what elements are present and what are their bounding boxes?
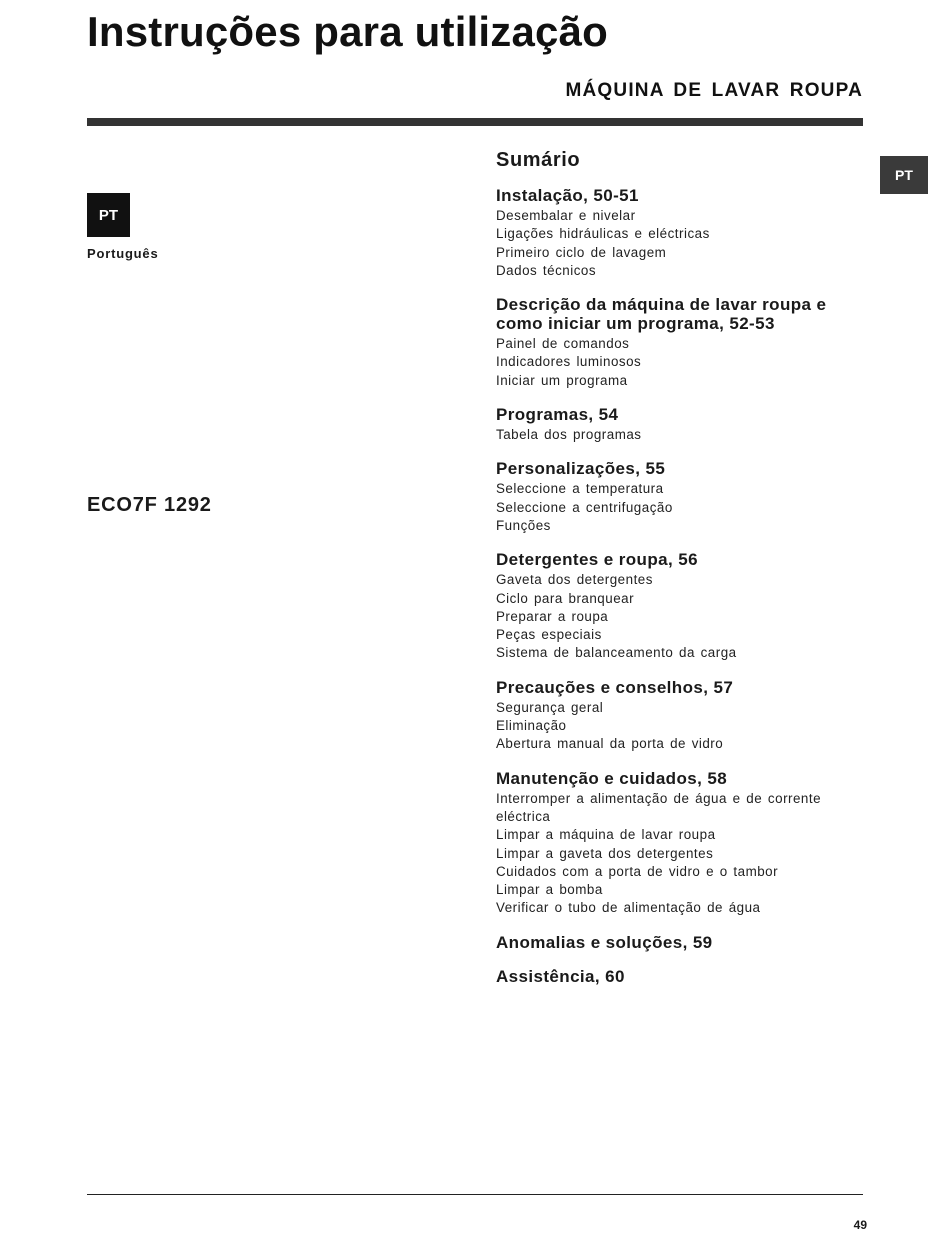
toc-item: Dados técnicos bbox=[496, 262, 597, 278]
toc-item: Verificar o tubo de alimentação de água bbox=[496, 900, 761, 916]
toc-item: Gaveta dos detergentes bbox=[496, 572, 653, 588]
toc-section-title: Programas, 54 bbox=[496, 405, 619, 425]
toc-section-title: Manutenção e cuidados, 58 bbox=[496, 768, 728, 788]
toc-sections bbox=[496, 186, 876, 986]
toc-item: Ligações hidráulicas e eléctricas bbox=[496, 226, 710, 242]
bottom-divider bbox=[87, 1194, 863, 1195]
toc-section bbox=[496, 769, 876, 918]
top-divider bbox=[87, 118, 863, 126]
language-code-badge: PT bbox=[87, 193, 130, 237]
toc-item: Iniciar um programa bbox=[496, 372, 628, 388]
toc-item: Painel de comandos bbox=[496, 336, 630, 352]
toc-section bbox=[496, 186, 876, 280]
toc-item: Desembalar e nivelar bbox=[496, 208, 636, 223]
language-name: Português bbox=[87, 246, 159, 261]
side-language-tab: PT bbox=[880, 156, 928, 194]
toc-section-title: Assistência, 60 bbox=[496, 966, 625, 986]
toc-item: Peças especiais bbox=[496, 627, 602, 643]
toc-item: Cuidados com a porta de vidro e o tambor bbox=[496, 863, 779, 879]
toc-section bbox=[496, 295, 876, 390]
toc-title: Sumário bbox=[496, 149, 581, 171]
toc-section-title: Precauções e conselhos, 57 bbox=[496, 677, 734, 697]
toc-item: Abertura manual da porta de vidro bbox=[496, 736, 724, 752]
toc-item: Preparar a roupa bbox=[496, 608, 609, 624]
toc-section bbox=[496, 678, 876, 754]
toc-item: Sistema de balanceamento da carga bbox=[496, 645, 737, 661]
toc-item: Limpar a gaveta dos detergentes bbox=[496, 845, 714, 861]
page-number: 49 bbox=[853, 1218, 867, 1232]
model-number: ECO7F 1292 bbox=[87, 494, 212, 516]
toc-item: Funções bbox=[496, 517, 551, 533]
document-subtitle: MÁQUINA DE LAVAR ROUPA bbox=[565, 80, 863, 101]
page-title: Instruções para utilização bbox=[87, 8, 609, 55]
toc-item: Eliminação bbox=[496, 718, 567, 734]
toc-section bbox=[496, 967, 876, 986]
table-of-contents bbox=[496, 147, 876, 1001]
toc-item: Tabela dos programas bbox=[496, 427, 642, 443]
toc-section-title: Anomalias e soluções, 59 bbox=[496, 932, 713, 952]
toc-section bbox=[496, 550, 876, 662]
toc-section bbox=[496, 459, 876, 535]
toc-section-title: Detergentes e roupa, 56 bbox=[496, 550, 698, 570]
toc-item: Primeiro ciclo de lavagem bbox=[496, 244, 667, 260]
toc-item: Ciclo para branquear bbox=[496, 590, 635, 606]
toc-item: Limpar a bomba bbox=[496, 882, 603, 898]
toc-item: Seleccione a centrifugação bbox=[496, 499, 673, 515]
toc-section-title: Instalação, 50-51 bbox=[496, 186, 639, 205]
toc-item: Seleccione a temperatura bbox=[496, 481, 664, 497]
toc-section bbox=[496, 405, 876, 444]
toc-section-title: Personalizações, 55 bbox=[496, 459, 666, 479]
toc-section bbox=[496, 933, 876, 952]
toc-item: Segurança geral bbox=[496, 699, 604, 715]
toc-section-title: Descrição da máquina de lavar roupa e como iniciar um programa, 52-53 bbox=[496, 295, 827, 334]
toc-item: Limpar a máquina de lavar roupa bbox=[496, 827, 716, 843]
toc-item: Indicadores luminosos bbox=[496, 354, 642, 370]
toc-item: Interromper a alimentação de água e de corrente eléctrica bbox=[496, 790, 822, 824]
